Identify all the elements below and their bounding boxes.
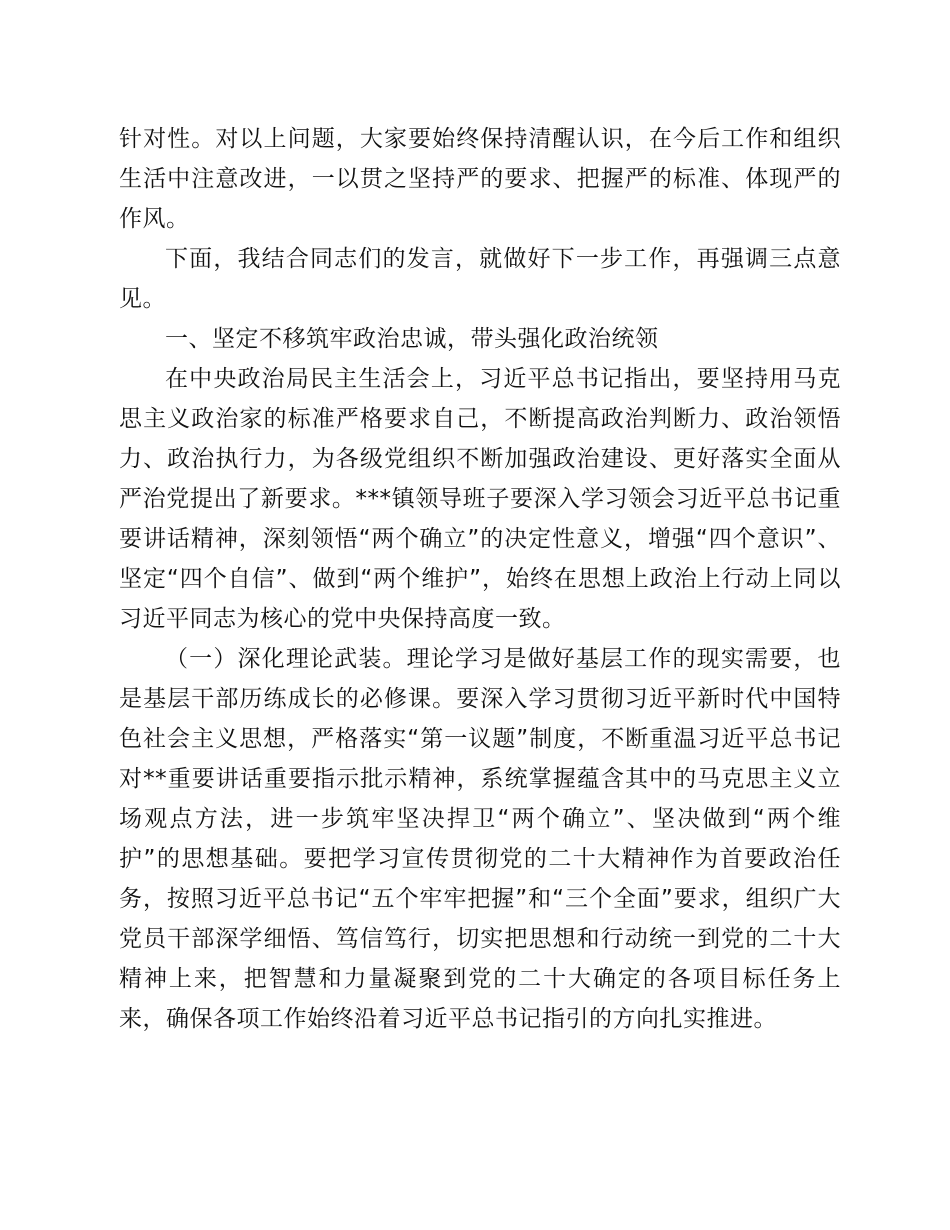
paragraph-section-1-body: 在中央政治局民主生活会上，习近平总书记指出，要坚持用马克思主义政治家的标准严格要求自己，不断提高政治判断力、政治领悟力、政治执行力，为各级党组织不断加强政治建设、更好落实全面从严治党提出了新要求。***镇领导班子要深入学习领会习近平总书记重要讲话精神，深刻领悟“两个确立”的决定性意义，增强“四个意识”、坚定“四个自信”、做到“两个维护”，始终在思想上政治上行动上同以习近平同志为核心的党中央保持高度一致。 <box>119 366 841 632</box>
document-page <box>119 119 841 1039</box>
section-heading-1: 一、坚定不移筑牢政治忠诚，带头强化政治统领 <box>165 326 659 352</box>
paragraph-continuation: 针对性。对以上问题，大家要始终保持清醒认识，在今后工作和组织生活中注意改进，一以贯之坚持严的要求、把握严的标准、体现严的作风。 <box>119 126 841 232</box>
paragraph-intro: 下面，我结合同志们的发言，就做好下一步工作，再强调三点意见。 <box>119 246 841 312</box>
paragraph-subsection-1: （一）深化理论武装。理论学习是做好基层工作的现实需要，也是基层干部历练成长的必修课。要深入学习贯彻习近平新时代中国特色社会主义思想，严格落实“第一议题”制度，不断重温习近平总书记对**重要讲话重要指示批示精神，系统掌握蕴含其中的马克思主义立场观点方法，进一步筑牢坚决捍卫“两个确立”、坚决做到“两个维护”的思想基础。要把学习宣传贯彻党的二十大精神作为首要政治任务，按照习近平总书记“五个牢牢把握”和“三个全面”要求，组织广大党员干部深学细悟、笃信笃行，切实把思想和行动统一到党的二十大精神上来，把智慧和力量凝聚到党的二十大确定的各项目标任务上来，确保各项工作始终沿着习近平总书记指引的方向扎实推进。 <box>119 646 841 1032</box>
